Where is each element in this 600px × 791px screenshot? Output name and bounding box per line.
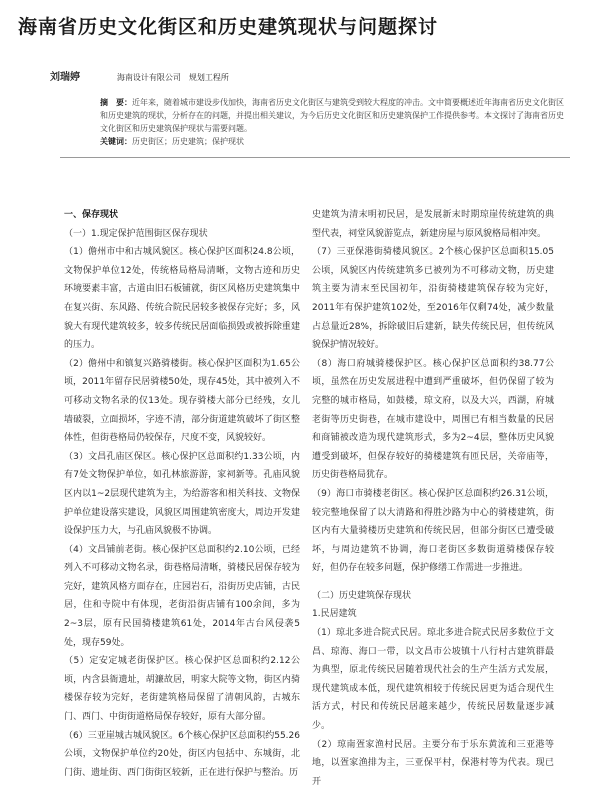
author-affiliation: 海南设计有限公司 规划工程所 xyxy=(116,73,229,82)
sub-subsection-heading: 1.民居建筑 xyxy=(312,609,357,620)
paragraph: （8）海口府城骑楼保护区。核心保护区总面积约38.77公顷，虽然在历史发展进程中遭到严重破坏，但仍保留了较为完整的城市格局，如鼓楼，琼文府，以及大兴，西湖，府城老街等历史街巷，在城市建设中，周围已有相当数量的民居和商铺被改造为现代建筑形式，多为2~4层，整体历史风貌遭受到破坏，但保存较好的骑楼建筑有匝民居，关帝庙等，历史街巷格局犹存。 xyxy=(312,358,554,481)
keywords xyxy=(100,135,570,148)
left-column xyxy=(64,206,300,782)
paragraph: （1）琼北多进合院式民居。琼北多进合院式民居多数位于文昌、琼海、海口一带，以文昌市公坡镇十八行村古建筑群最为典型，原北传统民居随着现代社会的生产生活方式发展，现代建筑成本低，现代建筑相较于传统民居更为适合现代生活方式，村民和传统民居越来越少，传统民居数量逐步减少。 xyxy=(312,628,554,732)
paragraph: （4）文昌铺前老街。核心保护区总面积约2.10公顷，已经列入不可移动文物名录，街巷格局清晰，骑楼民居保存较为完好，建筑风格方面存在，庄园岩石，沿街历史店铺，古民居，住和寺院中有体现，老街沿街店铺有100余间，多为2~3层，原有民国骑楼建筑61处，2014年古台风侵袭5处，现存59处。 xyxy=(64,544,300,648)
paragraph: （2）琼南疍家渔村民居。主要分布于乐东黄流和三亚港等地，以疍家渔排为主，三亚保平村，保港村等为代表。现已开 xyxy=(312,739,554,787)
paragraph: （1）儋州市中和古城风貌区。核心保护区面积24.8公顷，文物保护单位12处，传统格局格局清晰，文物古迹和历史环境要素丰富，古道由旧石板铺就，街区风格历史建筑集中在复兴街、东风路、传统合院民居较多被保存完好；多，风貌大有现代建筑较多，较多传统民居面临损毁或被拆除重建的压力。 xyxy=(64,247,300,351)
subsection-heading: （一）1.现定保护范围街区保存现状 xyxy=(64,228,208,239)
author-name: 刘瑞婷 xyxy=(50,72,80,83)
abstract-block xyxy=(100,96,570,148)
spacer xyxy=(312,578,554,587)
keywords-label: 关键词： xyxy=(100,137,132,146)
abstract-label: 摘 要： xyxy=(100,98,132,107)
paragraph: （9）海口市骑楼老街区。核心保护区总面积约26.31公顷，较完整地保留了以大清路和得胜沙路为中心的骑楼建筑，街区内有大量骑楼历史建筑和传统民居，但部分街区已遭受破坏，与周边建筑不协调，海口老街区多数街道骑楼保存较好，但仍存在较多问题，保护修缮工作需进一步推进。 xyxy=(312,488,554,574)
paragraph: （3）文昌孔庙区保区。核心保护区总面积约1.33公顷，内有7处文物保护单位，如孔林旅游游，家祠新等。孔庙风貌区内以1~2层现代建筑为主，为给游客和相关科技、文物保护单位建设落实建设，风貌区周围建筑密度大，周边开发建设保护压力大，与孔庙风貌极不协调。 xyxy=(64,451,300,537)
author-line xyxy=(50,68,580,83)
section-heading: 一、保存现状 xyxy=(64,210,119,220)
article-title: 海南省历史文化街区和历史建筑现状与问题探讨 xyxy=(18,16,439,38)
keywords-text: 历史街区；历史建筑；保护现状 xyxy=(132,137,244,146)
abstract xyxy=(100,96,570,135)
paragraph: （5）定安定城老街保护区。核心保护区总面积约2.12公顷，内含县衙遗址，胡濂故居，明家大院等文物，街区内骑楼保存较为完好，老街建筑格局保留了清朝风韵，古城东门、西门、中街街道格局保存较好，原有大部分留。 xyxy=(64,656,300,723)
paragraph: （6）三亚崖城古城风貌区。6个核心保护区总面积约55.26公顷，文物保护单位约20处，街区内包括中、东城街，北门街、遗址街、西门街街区较新，正在进行保护与整治。历 xyxy=(64,730,300,778)
right-column xyxy=(312,206,554,791)
header-divider xyxy=(60,157,570,158)
paragraph: （7）三亚保港街骑楼风貌区。2个核心保护区总面积15.05公顷，风貌区内传统建筑多已被列为不可移动文物，历史建筑主要为清末至民国初年，沿街骑楼建筑保存较为完好，2011年有保护建筑102处，至2016年仅剩74处，减少数量占总量近28%，拆除破旧后建新，缺失传统民居，但传统风貌保护情况较好。 xyxy=(312,247,554,351)
paragraph: （2）儋州中和镇复兴路骑楼街。核心保护区面积为1.65公顷，2011年留存民居骑楼50处，现存45处，其中被列入不可移动文物名录的仅13处。现存骑楼大部分已经残，女儿墙破裂，立面损坏，字迹不清，部分街道建筑破坏了街区整体性，但街巷格局仍较保存，尺度不变，风貌较好。 xyxy=(64,358,300,444)
paragraph: 史建筑为清末明初民居，是发展新末时期琼崖传统建筑的典型代表，祠堂风貌游览点，新建房屋与原风貌格局相冲突。 xyxy=(312,210,554,239)
abstract-text: 近年来，随着城市建设步伐加快，海南省历史文化街区与建筑受到较大程度的冲击。文中简要概述近年海南省历史文化街区和历史建筑的现状，分析存在的问题，并提出相关建议，为今后历史文化街区和历史建筑保护工作提供参考。本文探讨了海南省历史文化街区和历史建筑保护现状与需要问题。 xyxy=(100,98,564,133)
subsection-heading: （二）历史建筑保存现状 xyxy=(312,590,412,601)
